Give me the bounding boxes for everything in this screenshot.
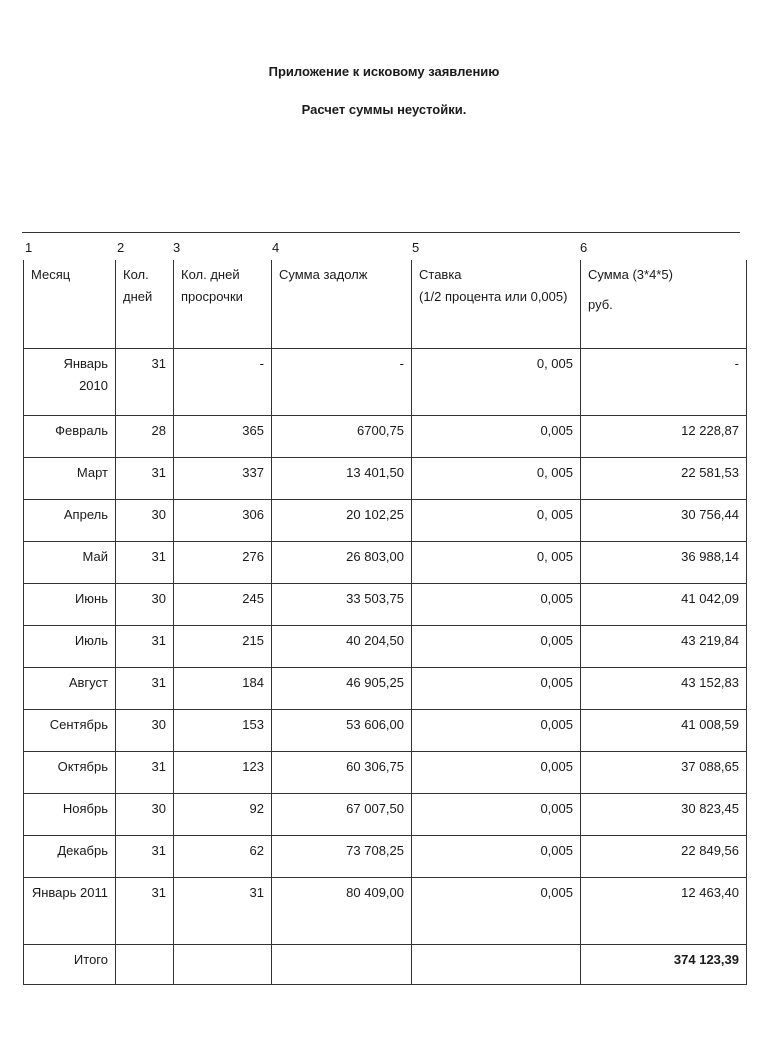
cell-debt: 26 803,00 bbox=[272, 542, 412, 584]
total-row bbox=[24, 945, 747, 985]
cell-overdue: 92 bbox=[174, 794, 272, 836]
table-row bbox=[24, 668, 747, 710]
cell-debt: 80 409,00 bbox=[272, 878, 412, 945]
cell-rate: 0,005 bbox=[412, 752, 581, 794]
total-empty-cell bbox=[272, 945, 412, 985]
cell-overdue: 245 bbox=[174, 584, 272, 626]
cell-days: 28 bbox=[116, 416, 174, 458]
cell-overdue: 365 bbox=[174, 416, 272, 458]
cell-sum: 41 008,59 bbox=[581, 710, 747, 752]
cell-overdue: 62 bbox=[174, 836, 272, 878]
cell-debt: 40 204,50 bbox=[272, 626, 412, 668]
cell-rate: 0,005 bbox=[412, 416, 581, 458]
header-rate bbox=[412, 260, 581, 349]
column-number-2: 2 bbox=[117, 240, 125, 255]
table-row bbox=[24, 752, 747, 794]
cell-rate: 0, 005 bbox=[412, 500, 581, 542]
cell-sum: 12 463,40 bbox=[581, 878, 747, 945]
cell-rate: 0,005 bbox=[412, 878, 581, 945]
column-number-3: 3 bbox=[173, 240, 181, 255]
header-sum-unit: руб. bbox=[588, 297, 613, 312]
total-empty-cell bbox=[116, 945, 174, 985]
cell-debt: - bbox=[272, 349, 412, 416]
cell-days: 30 bbox=[116, 500, 174, 542]
header-sum bbox=[581, 260, 747, 349]
cell-days: 30 bbox=[116, 710, 174, 752]
cell-debt: 13 401,50 bbox=[272, 458, 412, 500]
table-row bbox=[24, 542, 747, 584]
total-empty-cell bbox=[174, 945, 272, 985]
cell-overdue: 184 bbox=[174, 668, 272, 710]
header-rate-note: (1/2 процента или 0,005) bbox=[419, 289, 568, 304]
cell-overdue: 31 bbox=[174, 878, 272, 945]
header-month: Месяц bbox=[24, 260, 116, 349]
total-sum: 374 123,39 bbox=[581, 945, 747, 985]
table-row bbox=[24, 458, 747, 500]
table-row bbox=[24, 878, 747, 945]
cell-month: Февраль bbox=[24, 416, 116, 458]
header-rate-label: Ставка bbox=[419, 267, 462, 282]
cell-days: 31 bbox=[116, 836, 174, 878]
cell-days: 31 bbox=[116, 752, 174, 794]
cell-month: Июнь bbox=[24, 584, 116, 626]
total-empty-cell bbox=[412, 945, 581, 985]
cell-debt: 60 306,75 bbox=[272, 752, 412, 794]
cell-sum: 22 849,56 bbox=[581, 836, 747, 878]
table-row bbox=[24, 584, 747, 626]
cell-days: 30 bbox=[116, 794, 174, 836]
cell-debt: 53 606,00 bbox=[272, 710, 412, 752]
cell-days: 31 bbox=[116, 349, 174, 416]
cell-sum: 30 823,45 bbox=[581, 794, 747, 836]
cell-sum: 41 042,09 bbox=[581, 584, 747, 626]
cell-rate: 0, 005 bbox=[412, 349, 581, 416]
table-row bbox=[24, 416, 747, 458]
table-row bbox=[24, 349, 747, 416]
header-sum-label: Сумма (3*4*5) bbox=[588, 267, 673, 282]
cell-debt: 6700,75 bbox=[272, 416, 412, 458]
cell-sum: - bbox=[581, 349, 747, 416]
cell-month: Март bbox=[24, 458, 116, 500]
cell-overdue: - bbox=[174, 349, 272, 416]
cell-rate: 0, 005 bbox=[412, 458, 581, 500]
cell-overdue: 306 bbox=[174, 500, 272, 542]
cell-overdue: 123 bbox=[174, 752, 272, 794]
cell-overdue: 276 bbox=[174, 542, 272, 584]
cell-month: Май bbox=[24, 542, 116, 584]
cell-month: Август bbox=[24, 668, 116, 710]
cell-rate: 0,005 bbox=[412, 710, 581, 752]
cell-debt: 33 503,75 bbox=[272, 584, 412, 626]
cell-rate: 0,005 bbox=[412, 794, 581, 836]
cell-debt: 67 007,50 bbox=[272, 794, 412, 836]
cell-month: Октябрь bbox=[24, 752, 116, 794]
document-subtitle: Расчет суммы неустойки. bbox=[301, 102, 467, 117]
cell-month: Июль bbox=[24, 626, 116, 668]
cell-days: 31 bbox=[116, 668, 174, 710]
cell-rate: 0,005 bbox=[412, 584, 581, 626]
cell-month: Январь 2011 bbox=[24, 878, 116, 945]
document-title: Приложение к исковому заявлению bbox=[268, 64, 500, 79]
column-number-4: 4 bbox=[272, 240, 280, 255]
total-label: Итого bbox=[24, 945, 116, 985]
cell-sum: 36 988,14 bbox=[581, 542, 747, 584]
cell-debt: 20 102,25 bbox=[272, 500, 412, 542]
cell-rate: 0,005 bbox=[412, 668, 581, 710]
cell-sum: 43 219,84 bbox=[581, 626, 747, 668]
cell-month: Сентябрь bbox=[24, 710, 116, 752]
cell-rate: 0, 005 bbox=[412, 542, 581, 584]
cell-rate: 0,005 bbox=[412, 836, 581, 878]
cell-sum: 22 581,53 bbox=[581, 458, 747, 500]
cell-overdue: 153 bbox=[174, 710, 272, 752]
header-row bbox=[24, 260, 747, 349]
column-number-6: 6 bbox=[580, 240, 588, 255]
table-row bbox=[24, 794, 747, 836]
cell-days: 31 bbox=[116, 878, 174, 945]
cell-month: Ноябрь bbox=[24, 794, 116, 836]
cell-overdue: 337 bbox=[174, 458, 272, 500]
cell-month: Январь 2010 bbox=[24, 349, 116, 416]
cell-sum: 12 228,87 bbox=[581, 416, 747, 458]
header-debt: Сумма задолж bbox=[272, 260, 412, 349]
cell-debt: 46 905,25 bbox=[272, 668, 412, 710]
column-numbers bbox=[0, 240, 768, 258]
column-number-5: 5 bbox=[412, 240, 420, 255]
table-row bbox=[24, 836, 747, 878]
cell-month: Апрель bbox=[24, 500, 116, 542]
cell-debt: 73 708,25 bbox=[272, 836, 412, 878]
column-number-1: 1 bbox=[25, 240, 33, 255]
cell-sum: 37 088,65 bbox=[581, 752, 747, 794]
cell-rate: 0,005 bbox=[412, 626, 581, 668]
cell-sum: 30 756,44 bbox=[581, 500, 747, 542]
table-row bbox=[24, 710, 747, 752]
top-rule bbox=[22, 232, 740, 233]
table-row bbox=[24, 626, 747, 668]
header-overdue-days: Кол. дней просрочки bbox=[174, 260, 272, 349]
header-days: Кол. дней bbox=[116, 260, 174, 349]
cell-month: Декабрь bbox=[24, 836, 116, 878]
cell-days: 31 bbox=[116, 626, 174, 668]
cell-days: 31 bbox=[116, 542, 174, 584]
cell-days: 30 bbox=[116, 584, 174, 626]
cell-sum: 43 152,83 bbox=[581, 668, 747, 710]
cell-days: 31 bbox=[116, 458, 174, 500]
table-row bbox=[24, 500, 747, 542]
penalty-table bbox=[23, 260, 747, 985]
cell-overdue: 215 bbox=[174, 626, 272, 668]
